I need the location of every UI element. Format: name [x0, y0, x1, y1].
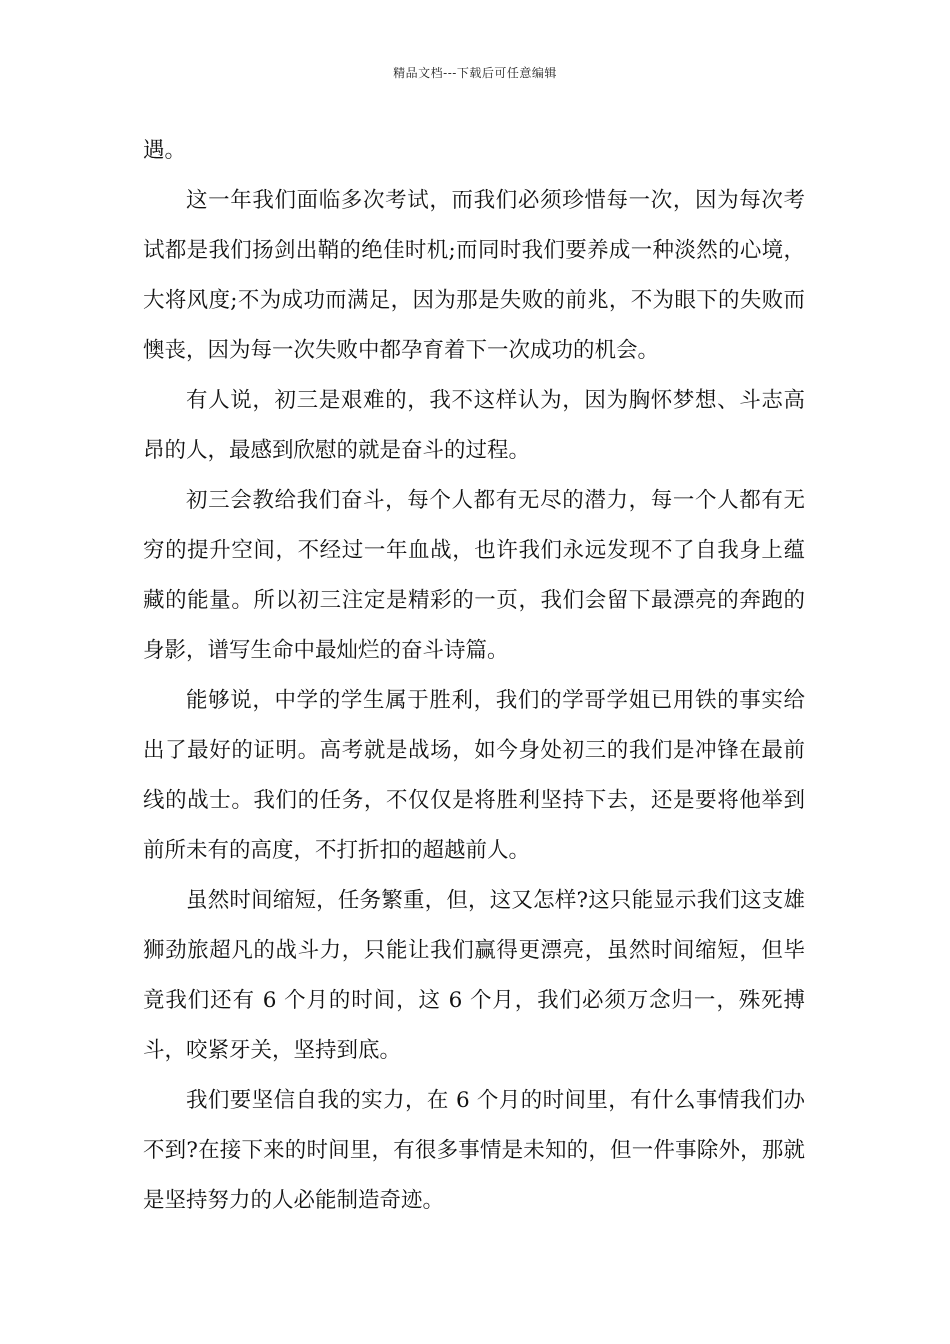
paragraph: 能够说，中学的学生属于胜利，我们的学哥学姐已用铁的事实给出了最好的证明。高考就是战场，如今身处初三的我们是冲锋在最前线的战士。我们的任务，不仅仅是将胜利坚持下去，还是要将他举到前所未有的高度，不打折扣的超越前人。 — [143, 688, 805, 863]
page-header: 精品文档---下载后可任意编辑 — [393, 66, 557, 80]
paragraph: 虽然时间缩短，任务繁重，但，这又怎样?这只能显示我们这支雄狮劲旅超凡的战斗力，只能让我们赢得更漂亮，虽然时间缩短，但毕竟我们还有 6 个月的时间，这 6 个月，我们必须万念归一，殊死搏斗，咬紧牙关，坚持到底。 — [143, 888, 805, 1063]
paragraph: 有人说，初三是艰难的，我不这样认为，因为胸怀梦想、斗志高昂的人，最感到欣慰的就是奋斗的过程。 — [143, 388, 805, 463]
paragraph-continuation: 遇。 — [143, 138, 187, 163]
paragraph: 这一年我们面临多次考试，而我们必须珍惜每一次，因为每次考试都是我们扬剑出鞘的绝佳时机;而同时我们要养成一种淡然的心境，大将风度;不为成功而满足，因为那是失败的前兆，不为眼下的失败而懊丧，因为每一次失败中都孕育着下一次成功的机会。 — [143, 188, 805, 363]
paragraph: 初三会教给我们奋斗，每个人都有无尽的潜力，每一个人都有无穷的提升空间，不经过一年血战，也许我们永远发现不了自我身上蕴藏的能量。所以初三注定是精彩的一页，我们会留下最漂亮的奔跑的身影，谱写生命中最灿烂的奋斗诗篇。 — [143, 488, 805, 663]
document-body — [143, 126, 805, 1226]
paragraph: 我们要坚信自我的实力，在 6 个月的时间里，有什么事情我们办不到?在接下来的时间里，有很多事情是未知的，但一件事除外，那就是坚持努力的人必能制造奇迹。 — [143, 1088, 805, 1213]
